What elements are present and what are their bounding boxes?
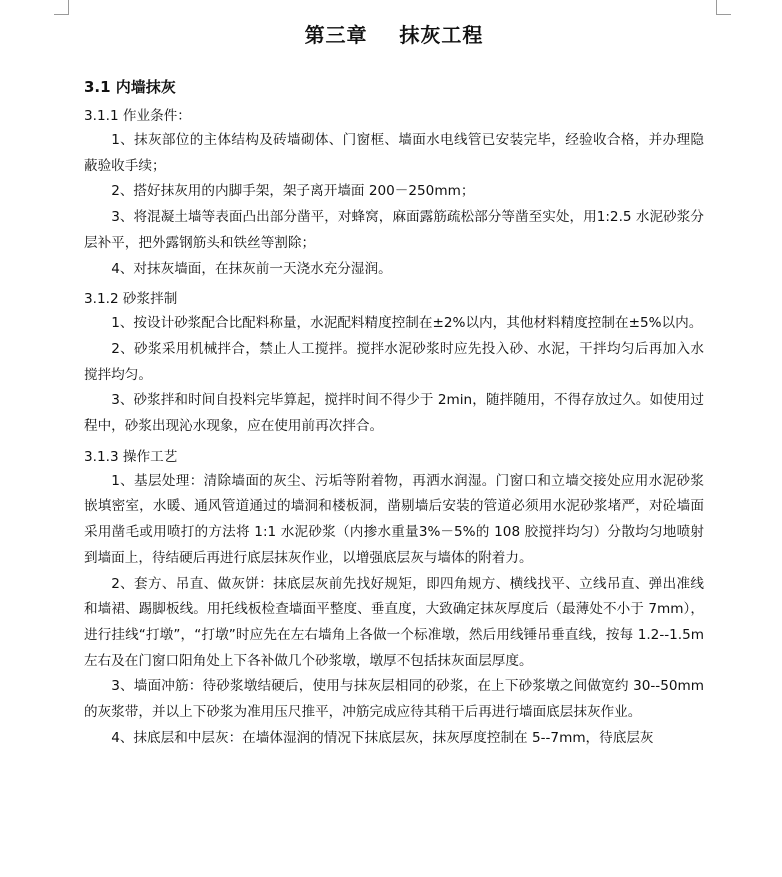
paragraph: 2、套方、吊直、做灰饼：抹底层灰前先找好规矩，即四角规方、横线找平、立线吊直、弹出准线和墙裙、踢脚板线。用托线板检查墙面平整度、垂直度，大致确定抹灰厚度后（最薄处不小于 7mm），进行挂线“打墩”，“打墩”时应先在左右墙角上各做一个标准墩，然后用线锤吊垂直线，按每 1.2--1.5m 左右及在门窗口阳角处上下各补做几个砂浆墩，墩厚不包括抹灰面层厚度。 [84,575,704,669]
paragraph: 4、对抹灰墙面，在抹灰前一天浇水充分湿润。 [111,260,392,277]
paragraph: 1、基层处理：清除墙面的灰尘、污垢等附着物，再洒水润湿。门窗口和立墙交接处应用水泥砂浆嵌填密室，水暖、通风管道通过的墙洞和楼板洞，凿剔墙后安装的管道必须用水泥砂浆堵严，对砼墙面采用凿毛或用喷打的方法将 1:1 水泥砂浆（内掺水重量3%－5%的 108 胶搅拌均匀）分散均匀地喷射到墙面上，待结硬后再进行底层抹灰作业，以增强底层灰与墙体的附着力。 [84,472,704,566]
paragraph: 1、抹灰部位的主体结构及砖墙砌体、门窗框、墙面水电线管已安装完毕，经验收合格，并办理隐蔽验收手续； [84,132,704,174]
subsection-heading: 3.1.2 砂浆拌制 [84,291,178,308]
subsection-heading: 3.1.3 操作工艺 [84,448,178,465]
subsection-mortar-mixing [84,287,704,440]
paragraph: 1、按设计砂浆配合比配料称量，水泥配料精度控制在±2%以内，其他材料精度控制在±5%以内。 [111,315,703,332]
section-title: 3.1 内墙抹灰 [84,78,176,96]
subsection-heading: 3.1.1 作业条件： [84,108,191,124]
chapter-title: 第三章 抹灰工程 [304,23,484,47]
crop-mark-top-left [54,0,69,15]
crop-mark-top-right [716,0,731,15]
paragraph: 4、抹底层和中层灰：在墙体湿润的情况下抹底层灰，抹灰厚度控制在 5--7mm，待底层灰 [111,729,654,746]
paragraph: 2、砂浆采用机械拌合，禁止人工搅拌。搅拌水泥砂浆时应先投入砂、水泥，干拌均匀后再加入水搅拌均匀。 [84,340,704,383]
paragraph: 3、将混凝土墙等表面凸出部分凿平，对蜂窝，麻面露筋疏松部分等凿至实处，用1:2.5 水泥砂浆分层补平，把外露钢筋头和铁丝等割除； [84,209,704,251]
document-body [84,18,704,751]
subsection-work-conditions [84,104,704,282]
paragraph: 3、墙面冲筋：待砂浆墩结硬后，使用与抹灰层相同的砂浆，在上下砂浆墩之间做宽约 30--50mm 的灰浆带，并以上下砂浆为准用压尺推平，冲筋完成应待其稍干后再进行墙面底层抹灰作业。 [84,678,704,721]
paragraph: 2、搭好抹灰用的内脚手架，架子离开墙面 200－250mm； [111,183,475,200]
paragraph: 3、砂浆拌和时间自投料完毕算起，搅拌时间不得少于 2min，随拌随用，不得存放过久。如使用过程中，砂浆出现沁水现象，应在使用前再次拌合。 [84,392,704,435]
subsection-operation-process [84,445,704,752]
